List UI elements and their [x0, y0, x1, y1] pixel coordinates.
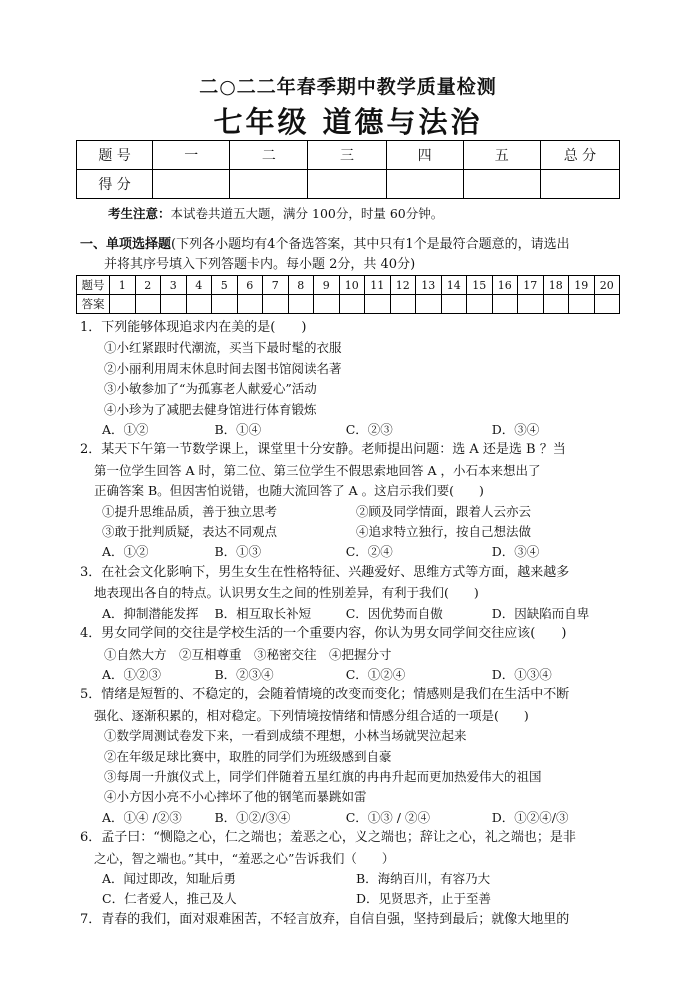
answer-cell[interactable] — [518, 295, 544, 314]
answer-cell[interactable] — [339, 295, 365, 314]
answer-cell[interactable] — [288, 295, 314, 314]
section-text-2: 并将其序号填入下列答题卡内。每小题 2分，共 40分) — [104, 257, 416, 272]
choice-b: B．②③④ — [214, 666, 274, 682]
question-statement: ①数学周测试卷发下来，一看到成绩不理想，小林当场就哭泣起来 — [104, 728, 467, 744]
answer-cell[interactable] — [263, 295, 289, 314]
score-input-cell[interactable] — [153, 170, 230, 199]
score-row-label: 得 分 — [77, 170, 153, 199]
question-number-cell: 3 — [161, 276, 187, 295]
question-stem: 6．孟子曰：“恻隐之心，仁之端也；羞恶之心，义之端也；辞让之心，礼之端也；是非 — [80, 830, 576, 846]
question-stem-cont: 地表现出各自的特点。认识男女生之间的性别差异，有利于我们( ) — [94, 585, 479, 601]
question-statement: ④小方因小亮不小心摔坏了他的钢笔而暴跳如雷 — [104, 789, 367, 805]
question-number-cell: 11 — [365, 276, 391, 295]
question-statement: ④小珍为了减肥去健身馆进行体育锻炼 — [104, 401, 317, 417]
question-number-cell: 14 — [441, 276, 467, 295]
question-number-cell: 20 — [594, 276, 620, 295]
choice-row — [80, 665, 620, 685]
score-cell: 三 — [308, 141, 386, 170]
score-table-header-row — [77, 141, 620, 170]
choice-b: B．①③ — [214, 544, 262, 560]
question-number-cell: 7 — [263, 276, 289, 295]
subject-title: 七年级 道德与法治 — [213, 105, 483, 139]
question-5 — [80, 685, 620, 828]
choice-c: C．仁者爱人，推己及人 — [102, 891, 237, 907]
question-statement: ①小红紧跟时代潮流，买当下最时髦的衣服 — [104, 340, 342, 356]
answer-fill-row — [77, 295, 620, 314]
choice-b: B．①②/③④ — [214, 809, 291, 825]
choice-b: B．①④ — [214, 422, 262, 438]
section-line — [80, 235, 620, 255]
question-stem: 1．下列能够体现追求内在美的是( ) — [80, 320, 307, 335]
question-statement: ②小丽利用周末休息时间去图书馆阅读名著 — [104, 360, 342, 376]
question-2 — [80, 440, 620, 562]
question-stem: 3．在社会文化影响下，男生女生在性格特征、兴趣爱好、思维方式等方面，越来越多 — [80, 564, 570, 580]
notice-label: 考生注意： — [108, 206, 171, 221]
answer-cell[interactable] — [365, 295, 391, 314]
question-statement: ①自然大方 ②互相尊重 ③秘密交往 ④把握分寸 — [104, 646, 392, 662]
score-input-cell[interactable] — [308, 170, 386, 199]
choice-d: D．③④ — [491, 422, 540, 438]
choice-row — [80, 420, 620, 440]
question-statement: ①提升思维品质，善于独立思考 — [102, 503, 278, 519]
choice-a: A．①② — [102, 544, 149, 560]
section-text-1: (下列各小题均有4个备选答案，其中只有1个是最符合题意的，请选出 — [171, 237, 570, 252]
choice-a: A．①②③ — [102, 666, 162, 682]
answer-number-row — [77, 276, 620, 295]
answer-cell[interactable] — [237, 295, 263, 314]
question-stem: 7．青春的我们，面对艰难困苦，不轻言放弃，自信自强，坚持到最后；就像大地里的 — [80, 911, 570, 927]
choice-a: A．抑制潜能发挥 — [102, 605, 199, 621]
choice-b: B．海纳百川，有容乃大 — [356, 870, 491, 886]
answer-cell[interactable] — [441, 295, 467, 314]
question-statement: ②顾及同学情面，跟着人云亦云 — [356, 503, 532, 519]
choice-row — [80, 542, 620, 562]
question-statement: ③敢于批判质疑，表达不同观点 — [102, 524, 278, 540]
choice-row — [80, 808, 620, 828]
choice-d: D．①③④ — [491, 666, 552, 682]
score-table-score-row — [77, 170, 620, 199]
question-number-cell: 17 — [518, 276, 544, 295]
choice-c: C．因优势而自傲 — [345, 605, 443, 621]
choice-row — [80, 889, 620, 909]
score-input-cell[interactable] — [230, 170, 308, 199]
choice-d: D．因缺陷而自卑 — [491, 605, 590, 621]
question-number-cell: 2 — [135, 276, 161, 295]
answer-cell[interactable] — [492, 295, 518, 314]
question-stem-cont: 第一位学生回答 A 时，第二位、第三位学生不假思索地回答 A ，小石本来想出了 — [94, 462, 541, 478]
question-stem-cont: 强化、逐渐积累的，相对稳定。下列情境按情绪和情感分组合适的一项是( ) — [94, 707, 529, 723]
question-statement: ③每周一升旗仪式上，同学们伴随着五星红旗的冉冉升起而更加热爱伟大的祖国 — [104, 768, 542, 784]
answer-row-label: 题号 — [77, 276, 110, 295]
question-stem-cont: 之心，智之端也。”其中，“羞恶之心”告诉我们（ ） — [94, 850, 395, 866]
score-cell: 总 分 — [540, 141, 619, 170]
answer-cell[interactable] — [467, 295, 493, 314]
choice-c: C．②④ — [345, 544, 393, 560]
question-number-cell: 9 — [314, 276, 340, 295]
choice-a: A．①④ /②③ — [102, 809, 182, 825]
question-3 — [80, 563, 620, 624]
score-input-cell[interactable] — [540, 170, 619, 199]
score-cell: 题 号 — [77, 141, 153, 170]
question-stem-cont: 正确答案 B。但因害怕说错，也随大流回答了 A 。这启示我们要( ) — [94, 483, 484, 499]
question-number-cell: 6 — [237, 276, 263, 295]
question-number-cell: 13 — [416, 276, 442, 295]
question-number-cell: 19 — [569, 276, 595, 295]
question-number-cell: 8 — [288, 276, 314, 295]
question-statement: ③小敏参加了“为孤寡老人献爱心”活动 — [104, 381, 317, 397]
question-number-cell: 12 — [390, 276, 416, 295]
question-7 — [80, 910, 620, 930]
score-cell: 二 — [230, 141, 308, 170]
statement-row — [80, 502, 620, 522]
answer-row-label: 答案 — [77, 295, 110, 314]
question-stem: 5．情绪是短暂的、不稳定的，会随着情境的改变而变化；情感则是我们在生活中不断 — [80, 687, 570, 703]
question-number-cell: 1 — [110, 276, 136, 295]
question-1 — [80, 318, 620, 440]
question-number-cell: 18 — [543, 276, 569, 295]
notice-text: 本试卷共道五大题，满分 100分，时量 60分钟。 — [170, 206, 444, 221]
answer-cell[interactable] — [543, 295, 569, 314]
question-statement: ④追求特立独行，按自己想法做 — [356, 524, 532, 540]
answer-cell[interactable] — [110, 295, 136, 314]
question-number-cell: 4 — [186, 276, 212, 295]
score-input-cell[interactable] — [386, 170, 463, 199]
score-cell: 一 — [153, 141, 230, 170]
section-instructions — [80, 235, 620, 275]
answer-cell[interactable] — [594, 295, 620, 314]
score-input-cell[interactable] — [463, 170, 540, 199]
choice-a: A．闻过即改，知耻后勇 — [102, 870, 237, 886]
answer-cell[interactable] — [161, 295, 187, 314]
choice-d: D．见贤思齐，止于至善 — [356, 891, 492, 907]
question-stem: 2．某天下午第一节数学课上，课堂里十分安静。老师提出问题：选 A 还是选 B ？当 — [80, 442, 566, 458]
answer-cell[interactable] — [390, 295, 416, 314]
choice-d: D．③④ — [491, 544, 540, 560]
question-number-cell: 5 — [212, 276, 238, 295]
answer-sheet-table — [76, 275, 620, 314]
question-statement: ②在年级足球比赛中，取胜的同学们为班级感到自豪 — [104, 748, 392, 764]
choice-row — [80, 604, 620, 624]
question-number-cell: 16 — [492, 276, 518, 295]
statement-row — [80, 522, 620, 542]
score-cell: 四 — [386, 141, 463, 170]
question-4 — [80, 624, 620, 685]
question-stem: 4．男女同学间的交往是学校生活的一个重要内容，你认为男女同学间交往应该( ) — [80, 626, 567, 642]
answer-cell[interactable] — [212, 295, 238, 314]
score-cell: 五 — [463, 141, 540, 170]
question-list — [80, 318, 620, 930]
choice-c: C．①②④ — [345, 666, 406, 682]
exam-notice — [108, 204, 443, 222]
question-6 — [80, 828, 620, 910]
answer-cell[interactable] — [569, 295, 595, 314]
choice-row — [80, 869, 620, 889]
score-table — [76, 140, 620, 199]
choice-c: C．①③ / ②④ — [345, 809, 430, 825]
answer-cell[interactable] — [135, 295, 161, 314]
question-number-cell: 10 — [339, 276, 365, 295]
answer-cell[interactable] — [314, 295, 340, 314]
answer-cell[interactable] — [186, 295, 212, 314]
choice-d: D．①②④/③ — [491, 809, 569, 825]
question-number-cell: 15 — [467, 276, 493, 295]
exam-title: 二○二二年春季期中教学质量检测 — [199, 76, 497, 98]
choice-c: C．②③ — [345, 422, 393, 438]
choice-a: A．①② — [102, 422, 149, 438]
section-heading: 一、单项选择题 — [80, 237, 172, 252]
answer-cell[interactable] — [416, 295, 442, 314]
choice-b: B．相互取长补短 — [214, 605, 312, 621]
